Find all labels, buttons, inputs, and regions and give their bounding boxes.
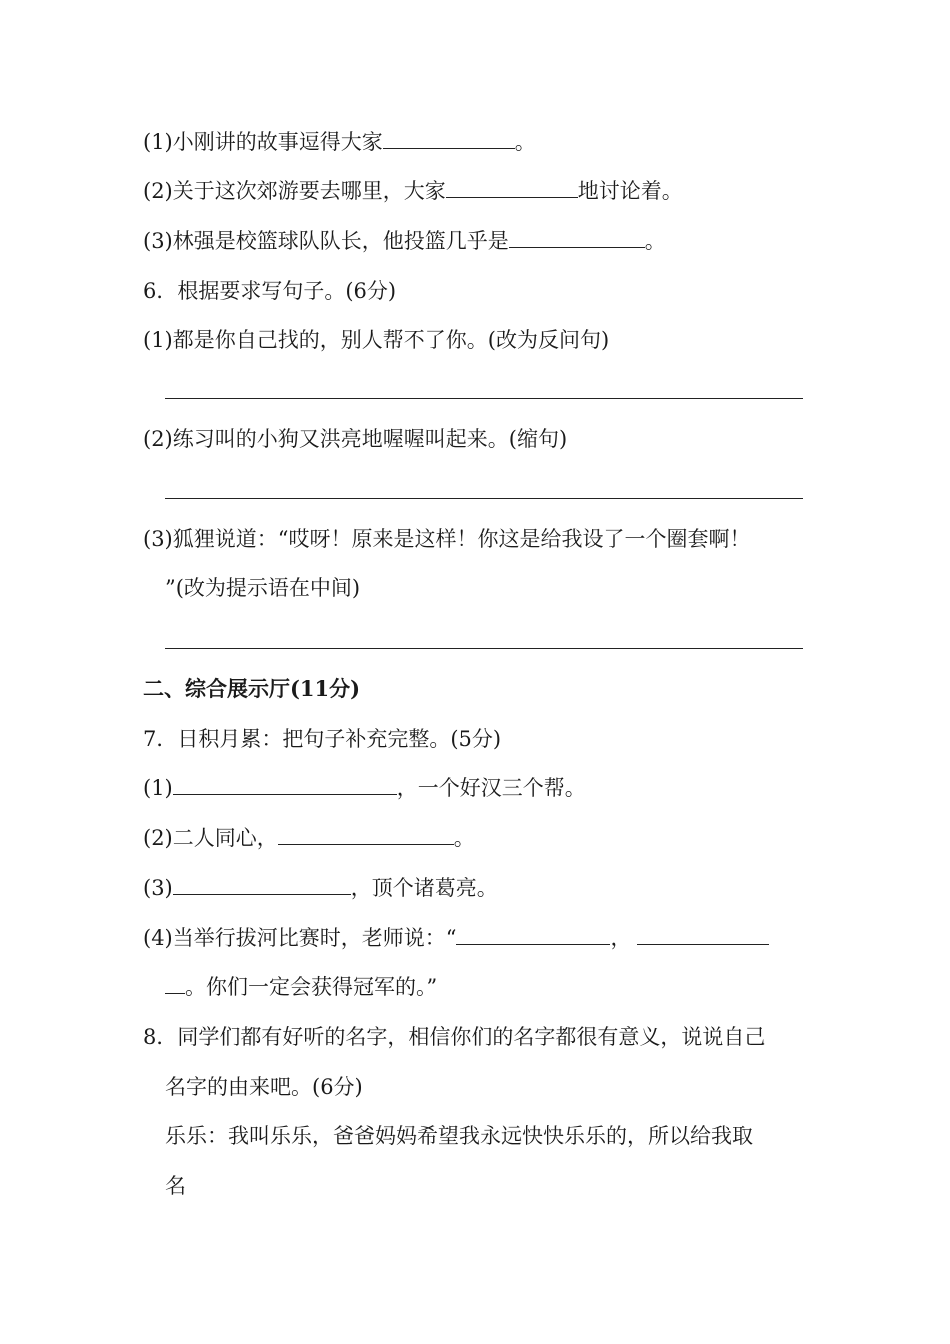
q7-item-2-prefix: (2)二人同心， — [143, 826, 278, 850]
answer-blank[interactable] — [383, 128, 515, 149]
answer-blank[interactable] — [456, 924, 610, 945]
q5-item-1-suffix: 。 — [514, 130, 536, 154]
answer-blank[interactable] — [278, 824, 454, 845]
q7-item-4-prefix: (4)当举行拔河比赛时，老师说：“ — [143, 926, 457, 950]
q6-item-2: (2)练习叫的小狗又洪亮地喔喔叫起来。(缩句) — [143, 427, 568, 451]
q5-item-1-prefix: (1)小刚讲的故事逗得大家 — [143, 130, 383, 154]
q5-item-3-suffix: 。 — [644, 229, 666, 253]
q7-item-2-suffix: 。 — [453, 826, 475, 850]
q7-item-3 — [143, 874, 498, 902]
q7-item-4 — [143, 924, 769, 952]
q8-title-continued: 名字的由来吧。(6分) — [165, 1075, 363, 1099]
answer-line[interactable] — [165, 398, 803, 399]
q7-title: 7．日积月累：把句子补充完整。(5分) — [143, 727, 502, 751]
answer-blank[interactable] — [637, 924, 769, 945]
q7-item-3-suffix: ，顶个诸葛亮。 — [350, 876, 498, 900]
q7-item-1-suffix: ，一个好汉三个帮。 — [396, 776, 586, 800]
q5-item-2-prefix: (2)关于这次郊游要去哪里，大家 — [143, 179, 446, 203]
q8-example: 乐乐：我叫乐乐，爸爸妈妈希望我永远快快乐乐的，所以给我取 — [165, 1124, 753, 1148]
answer-line[interactable] — [165, 648, 803, 649]
section-heading: 二、综合展示厅(11分) — [143, 676, 361, 701]
q8-title: 8．同学们都有好听的名字，相信你们的名字都很有意义，说说自己 — [143, 1025, 766, 1049]
answer-blank[interactable] — [446, 177, 578, 198]
answer-blank[interactable] — [173, 774, 397, 795]
q6-item-1: (1)都是你自己找的，别人帮不了你。(改为反问句) — [143, 328, 610, 352]
q7-item-1 — [143, 774, 586, 802]
q7-item-1-prefix: (1) — [143, 776, 173, 800]
q7-item-4-continued — [165, 973, 437, 1001]
answer-blank[interactable] — [165, 973, 185, 994]
q5-item-2-suffix: 地讨论着。 — [577, 179, 683, 203]
q6-title: 6．根据要求写句子。(6分) — [143, 279, 397, 303]
answer-line[interactable] — [165, 498, 803, 499]
q5-item-3-prefix: (3)林强是校篮球队队长，他投篮几乎是 — [143, 229, 509, 253]
q6-item-3-continued: ”(改为提示语在中间) — [165, 576, 361, 600]
q7-item-2 — [143, 824, 475, 852]
q7-item-4-tail: 。你们一定会获得冠军的。” — [185, 975, 438, 999]
q7-item-3-prefix: (3) — [143, 876, 173, 900]
q5-item-3 — [143, 227, 666, 255]
q7-item-4-comma: ， — [610, 926, 632, 950]
q8-example-continued: 名 — [165, 1174, 186, 1198]
q5-item-1 — [143, 128, 536, 156]
answer-blank[interactable] — [173, 874, 351, 895]
q6-item-3: (3)狐狸说道：“哎呀！原来是这样！你这是给我设了一个圈套啊！ — [143, 527, 751, 551]
answer-blank[interactable] — [509, 227, 645, 248]
q5-item-2 — [143, 177, 683, 205]
